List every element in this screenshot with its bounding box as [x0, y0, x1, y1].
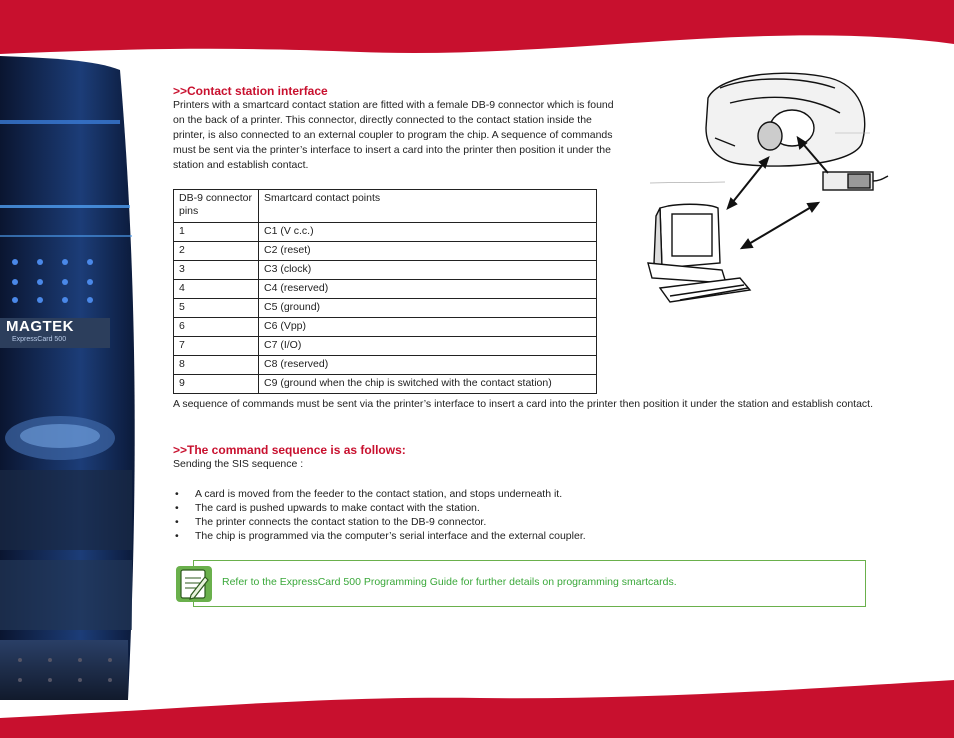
command-intro: Sending the SIS sequence :	[173, 458, 304, 470]
bullet-icon: •	[175, 530, 179, 542]
pin-mapping-table	[173, 189, 597, 394]
list-item	[173, 487, 586, 501]
pin-number-cell: 3	[174, 261, 259, 280]
table-row	[174, 337, 597, 356]
table-row	[174, 223, 597, 242]
section-paragraph: Printers with a smartcard contact station are fitted with a female DB-9 connector which is found on the back of a printer. This connector, directly connected to the contact station inside the printer, is also connected to an external coupler to program the chip. A sequence of commands must be sent via the printer’s interface to insert a card into the printer then position it under the station and establish contact.	[173, 99, 614, 171]
pin-number-cell: 9	[174, 375, 259, 394]
pin-number-cell: 5	[174, 299, 259, 318]
contact-station-section	[173, 84, 623, 173]
list-item-text: A card is moved from the feeder to the contact station, and stops underneath it.	[195, 488, 563, 500]
pin-number-cell: 7	[174, 337, 259, 356]
insertion-text: A sequence of commands must be sent via the printer’s interface to insert a card into the printer then position it under the station and establish contact.	[173, 398, 874, 410]
table-header-cell: DB-9 connector pins	[174, 190, 259, 223]
contact-point-cell: C8 (reserved)	[259, 356, 597, 375]
list-item	[173, 501, 586, 515]
bullet-icon: •	[175, 502, 179, 514]
contact-point-cell: C3 (clock)	[259, 261, 597, 280]
table-row	[174, 299, 597, 318]
contact-point-cell: C5 (ground)	[259, 299, 597, 318]
table-row	[174, 356, 597, 375]
list-item-text: The card is pushed upwards to make contact with the station.	[195, 502, 480, 514]
bottom-red-band	[0, 678, 954, 738]
bullet-icon: •	[175, 516, 179, 528]
programming-guide-note	[193, 560, 866, 607]
contact-point-cell: C4 (reserved)	[259, 280, 597, 299]
table-row	[174, 280, 597, 299]
contact-point-cell: C2 (reset)	[259, 242, 597, 261]
section-heading: >>Contact station interface	[173, 84, 328, 98]
note-text: Refer to the ExpressCard 500 Programming Guide for further details on programming smartcards.	[222, 576, 677, 588]
notepad-pencil-icon	[175, 565, 213, 603]
table-row	[174, 261, 597, 280]
insertion-paragraph	[173, 397, 873, 412]
table-header-row	[174, 190, 597, 223]
table-header-cell: Smartcard contact points	[259, 190, 597, 223]
contact-point-cell: C9 (ground when the chip is switched with the contact station)	[259, 375, 597, 394]
contact-point-cell: C1 (V c.c.)	[259, 223, 597, 242]
list-item	[173, 515, 586, 529]
command-heading: >>The command sequence is as follows:	[173, 443, 406, 457]
contact-point-cell: C6 (Vpp)	[259, 318, 597, 337]
table-row	[174, 375, 597, 394]
pin-number-cell: 2	[174, 242, 259, 261]
pin-number-cell: 8	[174, 356, 259, 375]
list-item	[173, 529, 586, 543]
pin-number-cell: 4	[174, 280, 259, 299]
list-item-text: The chip is programmed via the computer’s serial interface and the external coupler.	[195, 530, 586, 542]
command-steps-list	[173, 487, 586, 543]
command-sequence-section	[173, 443, 873, 472]
magtek-logo: MAGTEK	[6, 318, 74, 335]
top-red-band	[0, 0, 954, 60]
model-name: ExpressCard 500	[12, 336, 67, 343]
side-product-photo	[0, 0, 140, 738]
printer-computer-illustration	[640, 58, 895, 313]
pin-number-cell: 6	[174, 318, 259, 337]
table-row	[174, 318, 597, 337]
contact-point-cell: C7 (I/O)	[259, 337, 597, 356]
list-item-text: The printer connects the contact station to the DB-9 connector.	[195, 516, 487, 528]
pin-number-cell: 1	[174, 223, 259, 242]
table-row	[174, 242, 597, 261]
bullet-icon: •	[175, 488, 179, 500]
